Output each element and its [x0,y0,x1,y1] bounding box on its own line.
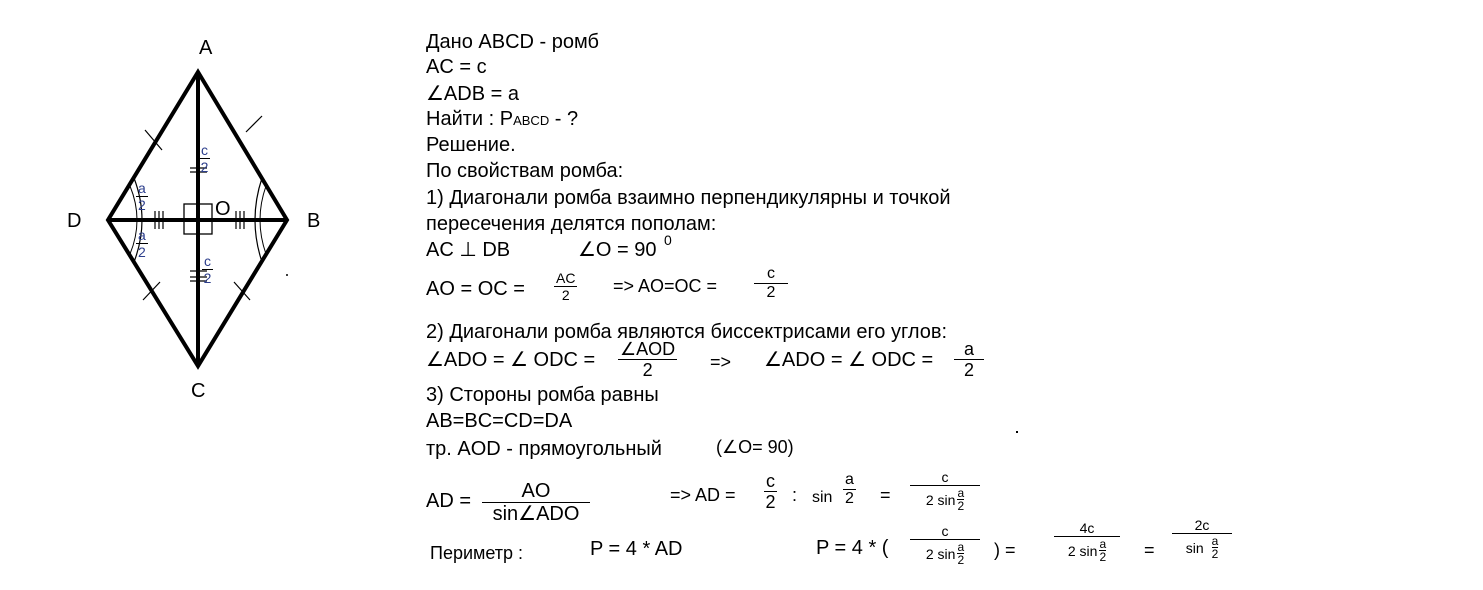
property-1-line-1: 1) Диагонали ромба взаимно перпендикулярны и точкой [426,187,951,209]
frac-num: c [941,469,949,485]
stray-dot-right [1016,431,1018,433]
frac-num: a [138,227,146,243]
nested-frac [1212,535,1219,560]
frac-ao-over-sin-ado [482,481,590,524]
ao-oc-equals: AO = OC = [426,278,525,300]
rhombus-figure [0,0,400,420]
triangle-aod-line: тр. AOD - прямоугольный [426,438,662,460]
frac-num: ∠AOD [620,339,676,359]
given-line: Дано ABCD - ромб [426,31,599,53]
implies-ad: => AD = [670,485,736,505]
frac-den: 2 [963,360,974,380]
frac-c-over-2-ad [764,472,777,511]
vertex-label-b: B [307,210,321,232]
frac-num: a [1211,534,1219,548]
frac-den: 2 [203,270,212,286]
find-line [426,107,578,133]
sin-label: sin [812,489,833,506]
frac-aod-over-2 [618,340,677,379]
figure-frac-angle-top [136,181,148,212]
find-suffix: - ? [549,108,579,130]
frac-den: 2 [200,159,209,175]
frac-num: c [204,253,211,269]
frac-den [1186,534,1219,560]
implies-ao-oc: => AO=OC = [613,276,718,296]
frac-4c-over-2sin [1054,521,1120,563]
frac-den [1068,537,1106,563]
frac-den: 2 [138,244,146,260]
ado-odc-equals: ∠ADO = ∠ ODC = [426,349,596,371]
vertex-label-c: C [191,380,206,402]
property-2-line: 2) Диагонали ромба являются биссектрисами его углов: [426,321,948,343]
vertex-label-a: A [199,37,213,59]
nested-frac [957,487,964,512]
figure-frac-angle-bottom [136,228,148,259]
two-sin-text: 2 sin [1067,542,1098,559]
frac-num: AO [521,480,551,502]
frac-a-over-2-sin [843,472,856,507]
frac-num: c [941,523,949,539]
frac-den: 2 [138,197,146,213]
frac-a-over-2 [954,340,984,379]
solution-heading: Решение. [426,134,516,156]
frac-num: a [1099,537,1107,551]
property-3-line: 3) Стороны ромба равны [426,384,659,406]
ac-line: AC = c [426,56,487,78]
sin-text: sin [1185,539,1204,556]
frac-den: 2 [957,499,965,513]
frac-num: a [957,540,965,554]
frac-c-over-2 [754,266,788,301]
frac-den [926,486,964,512]
frac-c-over-2sin-p [910,524,980,566]
frac-num: a [963,339,974,359]
frac-c-over-2sin [910,470,980,512]
stray-dot [286,274,288,276]
find-prefix: Найти : P [426,108,514,130]
frac-num: c [767,265,775,282]
frac-num: AC [556,270,576,286]
side-tick-ab [246,116,262,132]
figure-frac-oc [202,254,213,285]
frac-den: 2 [1211,547,1219,561]
degree-superscript: 0 [664,232,672,248]
frac-num: a [845,471,854,488]
ado-odc-equals-2: ∠ADO = ∠ ODC = [764,349,934,371]
frac-den [926,540,964,566]
nested-frac [957,541,964,566]
vertex-label-d: D [67,210,82,232]
p-equals-4ad: P = 4 * AD [590,538,683,560]
frac-ac-over-2 [554,271,577,302]
frac-2c-over-sin [1172,518,1232,560]
angle-o-90-note: (∠O= 90) [716,437,794,457]
frac-num: a [138,180,146,196]
frac-num: c [766,471,775,491]
frac-num: 4c [1079,520,1095,536]
angle-o-90: ∠O = 90 [578,239,657,261]
frac-num: 2c [1194,517,1210,533]
by-properties-line: По свойствам ромба: [426,160,624,182]
frac-den: sin∠ADO [492,503,580,525]
p-equals-4: P = 4 * ( [816,537,889,559]
ac-perp-db: AC ⊥ DB [426,239,511,261]
frac-den: 2 [765,492,776,512]
two-sin-text: 2 sin [925,545,956,562]
frac-den: 2 [561,287,570,303]
sides-equal-line: AB=BC=CD=DA [426,410,573,432]
frac-den: 2 [845,490,854,507]
figure-frac-ao [199,143,210,174]
two-sin-text: 2 sin [925,491,956,508]
ad-equals: AD = [426,490,472,512]
perimeter-label: Периметр : [430,543,524,563]
property-1-line-2: пересечения делятся пополам: [426,213,717,235]
divide-colon: : [792,485,798,505]
equals-sign: = [880,485,891,505]
frac-den: 2 [957,553,965,567]
frac-den: 2 [1099,550,1107,564]
nested-frac [1099,538,1106,563]
implies-arrow: => [710,352,732,372]
frac-num: a [957,486,965,500]
close-paren-equals: ) = [994,540,1016,560]
frac-num: c [201,142,208,158]
vertex-label-o: O [215,198,231,220]
find-subscript: ABCD [513,113,550,128]
frac-den: 2 [766,284,776,301]
frac-den: 2 [642,360,653,380]
angle-adb-line: ∠ADB = a [426,83,519,105]
final-equals: = [1144,540,1155,560]
